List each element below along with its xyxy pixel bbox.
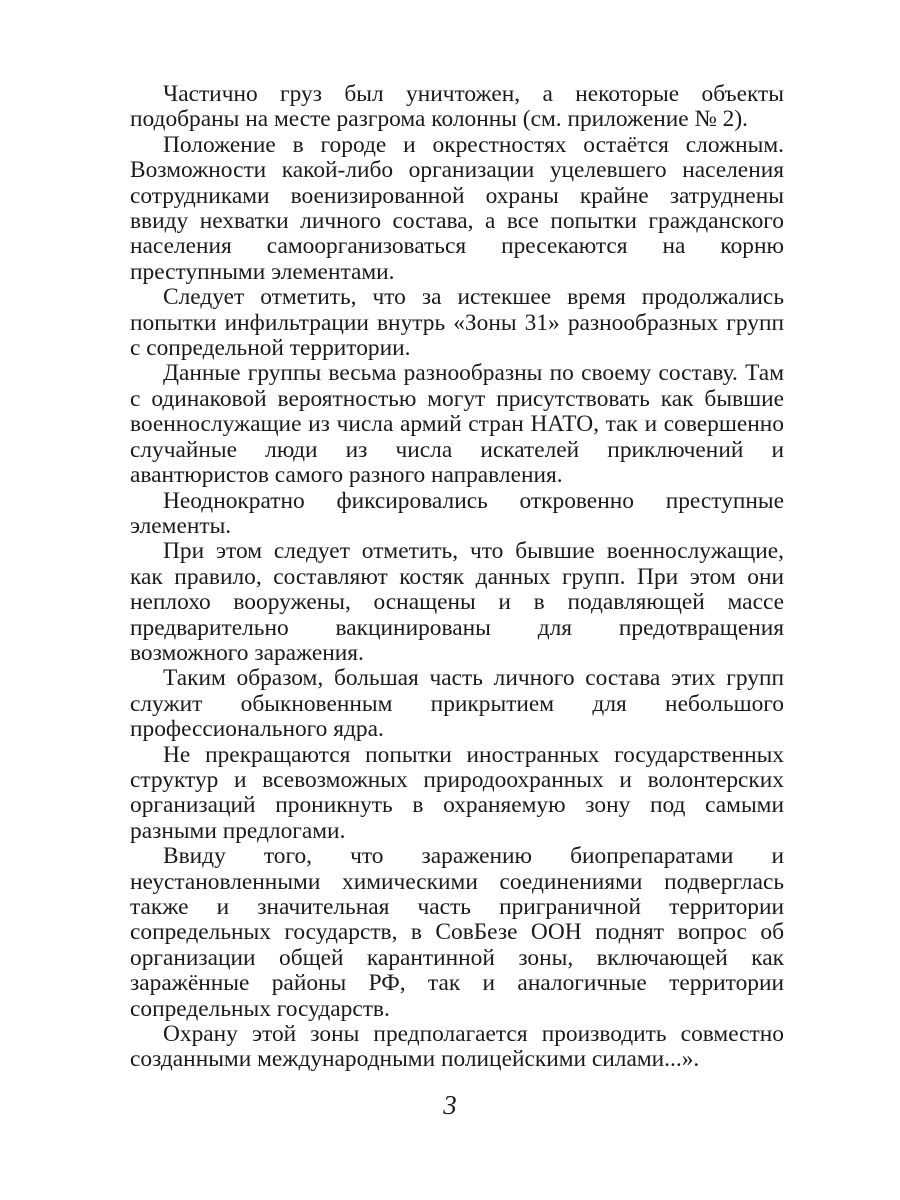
paragraph-9: Ввиду того, что заражению биопрепаратами и неустановленными химическими соединениями подверглась также и значительная часть приграничной территории сопредельных государств, в СовБезе ООН поднят вопрос об организации общей карантинной зоны, включающей как заражённые районы РФ, так и аналогичные территории сопредельных государств. bbox=[130, 843, 784, 1022]
paragraph-8: Не прекращаются попытки иностранных государственных структур и всевозможных природоохранных и волонтерских организаций проникнуть в охраняемую зону под самыми разными предлогами. bbox=[130, 741, 784, 844]
paragraph-4: Данные группы весьма разнообразны по своему составу. Там с одинаковой вероятностью могут присутствовать как бывшие военнослужащие из числа армий стран НАТО, так и совершенно случайные люди из числа искателей приключений и авантюристов самого разного направления. bbox=[130, 360, 784, 489]
paragraph-2: Положение в городе и окрестностях остаётся сложным. Возможности какой-либо организации уцелевшего населения сотрудниками военизированной охраны крайне затруднены ввиду нехватки личного состава, а все попытки гражданского населения самоорганизоваться пресекаются на корню преступными элементами. bbox=[130, 131, 784, 285]
paragraph-10: Охрану этой зоны предполагается производить совместно созданными международными полицейскими силами...». bbox=[130, 1021, 784, 1073]
paragraph-1: Частично груз был уничтожен, а некоторые объекты подобраны на месте разгрома колонны (см. приложение № 2). bbox=[130, 81, 784, 133]
paragraph-5: Неоднократно фиксировались откровенно преступные элементы. bbox=[130, 487, 784, 539]
paragraph-6: При этом следует отметить, что бывшие военнослужащие, как правило, составляют костяк данных групп. При этом они неплохо вооружены, оснащены и в подавляющей массе предварительно вакцинированы для предотвращения возможного заражения. bbox=[130, 538, 784, 666]
page-number: 3 bbox=[443, 1090, 457, 1120]
paragraph-7: Таким образом, большая часть личного состава этих групп служит обыкновенным прикрытием для небольшого профессионального ядра. bbox=[130, 665, 784, 743]
page-body bbox=[130, 82, 784, 1073]
paragraph-3: Следует отметить, что за истекшее время продолжались попытки инфильтрации внутрь «Зоны 31» разнообразных групп с сопредельной территории. bbox=[130, 284, 784, 362]
